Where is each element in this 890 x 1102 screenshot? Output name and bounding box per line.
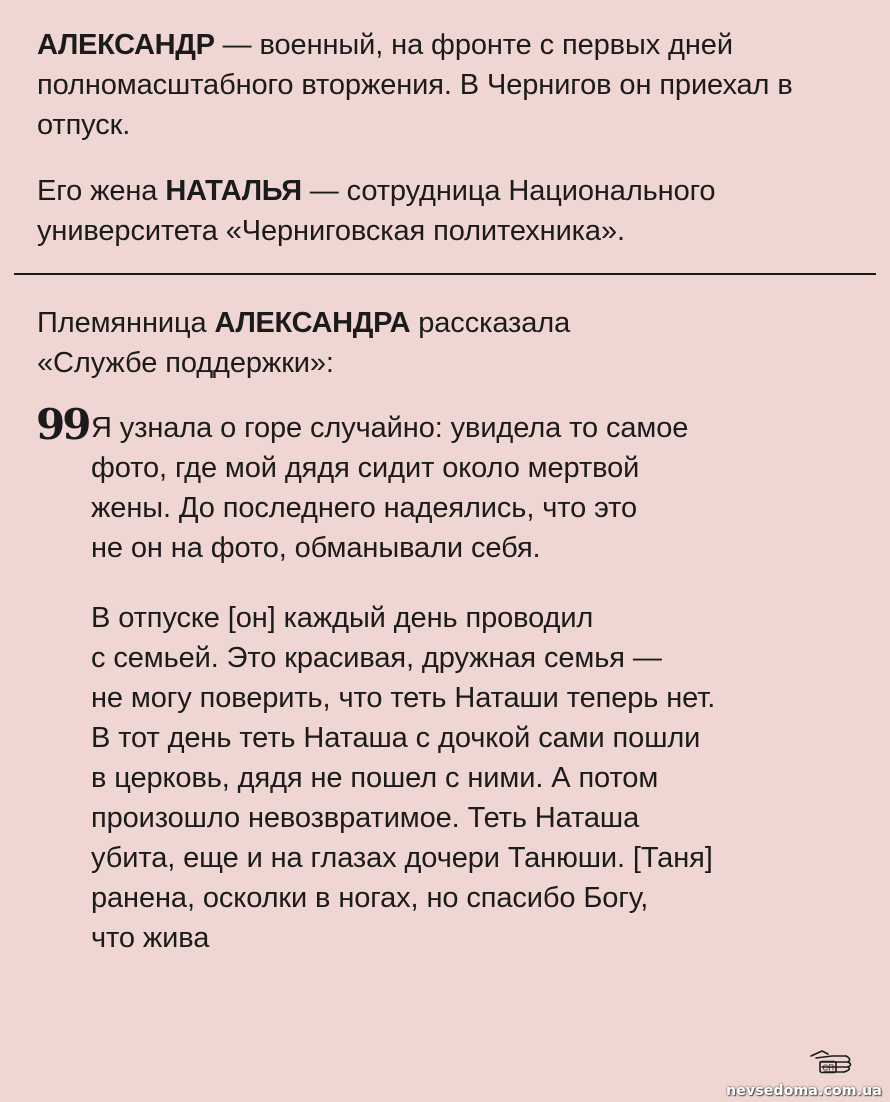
intro-text-natalia: — сотрудница Национального университета «Черниговская политехника».: [37, 175, 716, 247]
lead-line-2: «Службе поддержки»:: [37, 347, 334, 379]
lead-prefix: Племянница: [37, 307, 215, 339]
quote-line: жены. До последнего надеялись, что это: [91, 492, 638, 524]
quote-paragraph-2: [91, 598, 862, 958]
intro-prefix-natalia: Его жена: [37, 175, 166, 207]
quote-line: не могу поверить, что теть Наташи теперь нет.: [91, 682, 716, 714]
quote-line: в церковь, дядя не пошел с ними. А потом: [91, 762, 659, 794]
name-alexandra: АЛЕКСАНДРА: [214, 307, 411, 339]
quote-line: произошло невозвратимое. Теть Наташа: [91, 802, 640, 834]
name-alexander: АЛЕКСАНДР: [37, 29, 215, 61]
quote-mark-icon: 99: [36, 400, 89, 449]
quote-line: не он на фото, обманывали себя.: [91, 532, 541, 564]
quote-line: В тот день теть Наташа с дочкой сами пошли: [91, 722, 701, 754]
quote-paragraph-1: [91, 408, 862, 568]
intro-paragraph-alexander: [37, 25, 860, 145]
lead-suffix: рассказала: [410, 307, 571, 339]
hand-logo-icon: [808, 1046, 856, 1076]
lead-paragraph: [37, 303, 860, 383]
quote-line: убита, еще и на глазах дочери Танюши. [Таня]: [91, 842, 713, 874]
name-natalia: НАТАЛЬЯ: [165, 175, 302, 207]
watermark: nevsedoma.com.ua: [726, 1083, 882, 1099]
quote-line: В отпуске [он] каждый день проводил: [91, 602, 594, 634]
quote-line: ранена, осколки в ногах, но спасибо Богу,: [91, 882, 649, 914]
quote-line: с семьей. Это красивая, дружная семья —: [91, 642, 662, 674]
quote-line: Я узнала о горе случайно: увидела то самое: [91, 412, 689, 444]
section-divider: [14, 273, 876, 275]
quote-line: фото, где мой дядя сидит около мертвой: [91, 452, 640, 484]
quote-line: что жива: [91, 922, 210, 954]
intro-paragraph-natalia: [37, 171, 860, 251]
logo-text: СП: [822, 1063, 835, 1073]
intro-text-alexander: — военный, на фронте с первых дней полномасштабного вторжения. В Чернигов он приехал в отпуск.: [37, 29, 793, 141]
